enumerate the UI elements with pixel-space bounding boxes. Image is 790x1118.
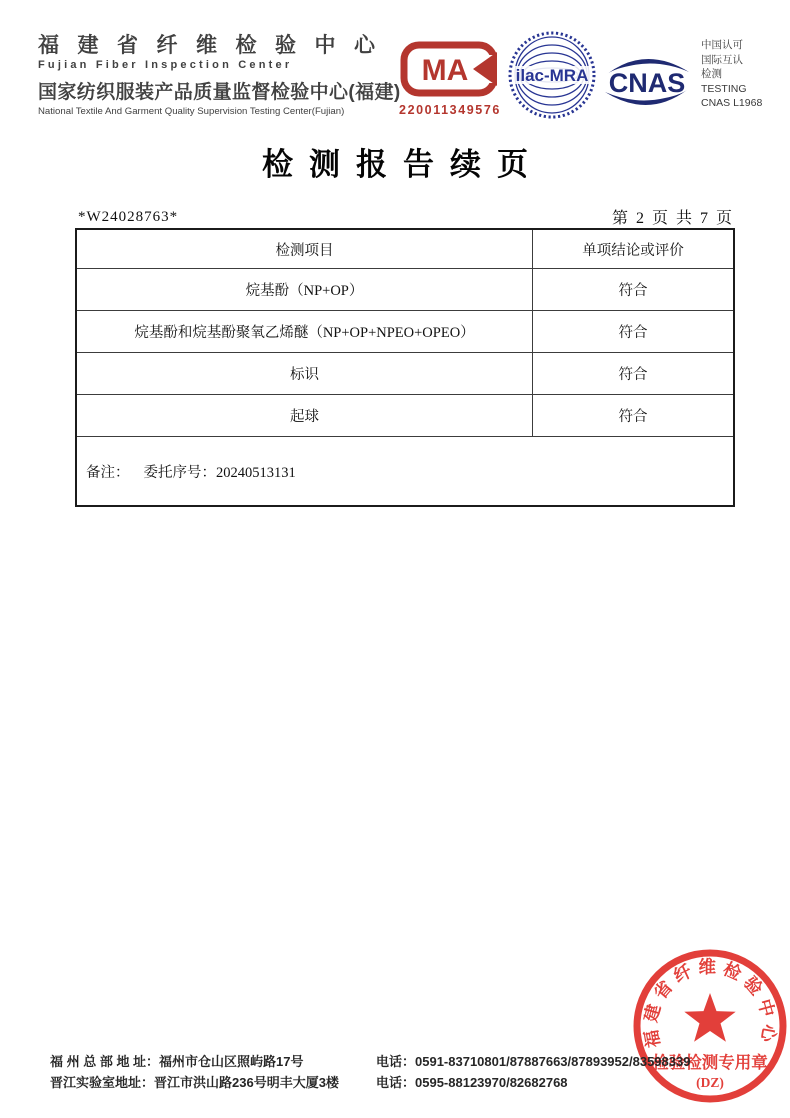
stamp-main-text: 检验检测专用章 — [652, 1053, 768, 1072]
cma-logo-icon — [399, 41, 501, 97]
org-name-cn: 福建省纤维检验中心 — [38, 34, 394, 57]
table-row — [77, 310, 733, 352]
remark-value: 委托序号：20240513131 — [143, 464, 296, 481]
report-code: *W24028763* — [78, 209, 179, 225]
cma-number: 220011349576 — [399, 103, 501, 117]
remark-label: 备注： — [86, 464, 130, 481]
cma-mark — [397, 41, 503, 117]
cnas-mark — [599, 53, 695, 116]
lab-address: 晋江实验室地址：晋江市洪山路236号明丰大厦3楼 — [50, 1075, 339, 1090]
cnas-line-3: 检测 — [701, 68, 722, 80]
test-item: 烷基酚（NP+OP） — [77, 269, 533, 310]
page-number: 第 2 页 共 7 页 — [611, 210, 734, 227]
column-header-item: 检测项目 — [77, 230, 533, 268]
center-name-en: National Textile And Garment Quality Supervision Testing Center(Fujian) — [38, 106, 345, 117]
stamp-ring-text: 福建省纤维检验中心 — [640, 956, 780, 1050]
footer — [50, 1051, 770, 1093]
table-row — [77, 352, 733, 394]
remark-row — [77, 436, 733, 505]
result-table — [75, 228, 735, 507]
hq-phone: 电话：0591-83710801/87887663/87893952/83598339 — [376, 1054, 691, 1069]
table-row — [77, 268, 733, 310]
ilac-mra-text: ilac-MRA — [515, 66, 589, 85]
hq-address: 福 州 总 部 地 址：福州市仓山区照屿路17号 — [50, 1054, 304, 1069]
test-result: 符合 — [618, 325, 648, 341]
footer-row — [50, 1072, 770, 1093]
cnas-line-5: CNAS L1968 — [701, 97, 763, 109]
test-item: 标识 — [77, 353, 533, 394]
cnas-line-4: TESTING — [701, 82, 747, 95]
lab-phone: 电话：0595-88123970/82682768 — [376, 1075, 568, 1090]
svg-text:福建省纤维检验中心 — [640, 957, 780, 1049]
ilac-mra-logo-icon — [507, 30, 597, 120]
page-title: 检测报告续页 — [262, 147, 544, 182]
table-row — [77, 394, 733, 436]
cnas-logo-icon — [599, 53, 695, 111]
cma-letters: MA — [421, 54, 469, 87]
test-item: 烷基酚和烷基酚聚氧乙烯醚（NP+OP+NPEO+OPEO） — [77, 311, 533, 352]
center-name-cn: 国家纺织服装产品质量监督检验中心(福建) — [38, 82, 401, 103]
ilac-mra-mark — [507, 30, 597, 125]
stamp-star-icon — [684, 993, 735, 1042]
table-header-row — [77, 230, 733, 268]
test-result: 符合 — [618, 409, 648, 425]
cnas-letters: CNAS — [608, 68, 686, 98]
cnas-line-1: 中国认可 — [701, 39, 743, 51]
cnas-accreditation-text — [701, 38, 762, 111]
stamp-sub-text: (DZ) — [696, 1075, 724, 1090]
org-name-en: Fujian Fiber Inspection Center — [38, 59, 293, 71]
test-item: 起球 — [77, 395, 533, 436]
org-header — [38, 34, 401, 117]
test-result: 符合 — [618, 367, 648, 383]
footer-row — [50, 1051, 770, 1072]
test-result: 符合 — [618, 283, 648, 299]
column-header-result: 单项结论或评价 — [582, 242, 684, 259]
cnas-line-2: 国际互认 — [701, 53, 743, 66]
